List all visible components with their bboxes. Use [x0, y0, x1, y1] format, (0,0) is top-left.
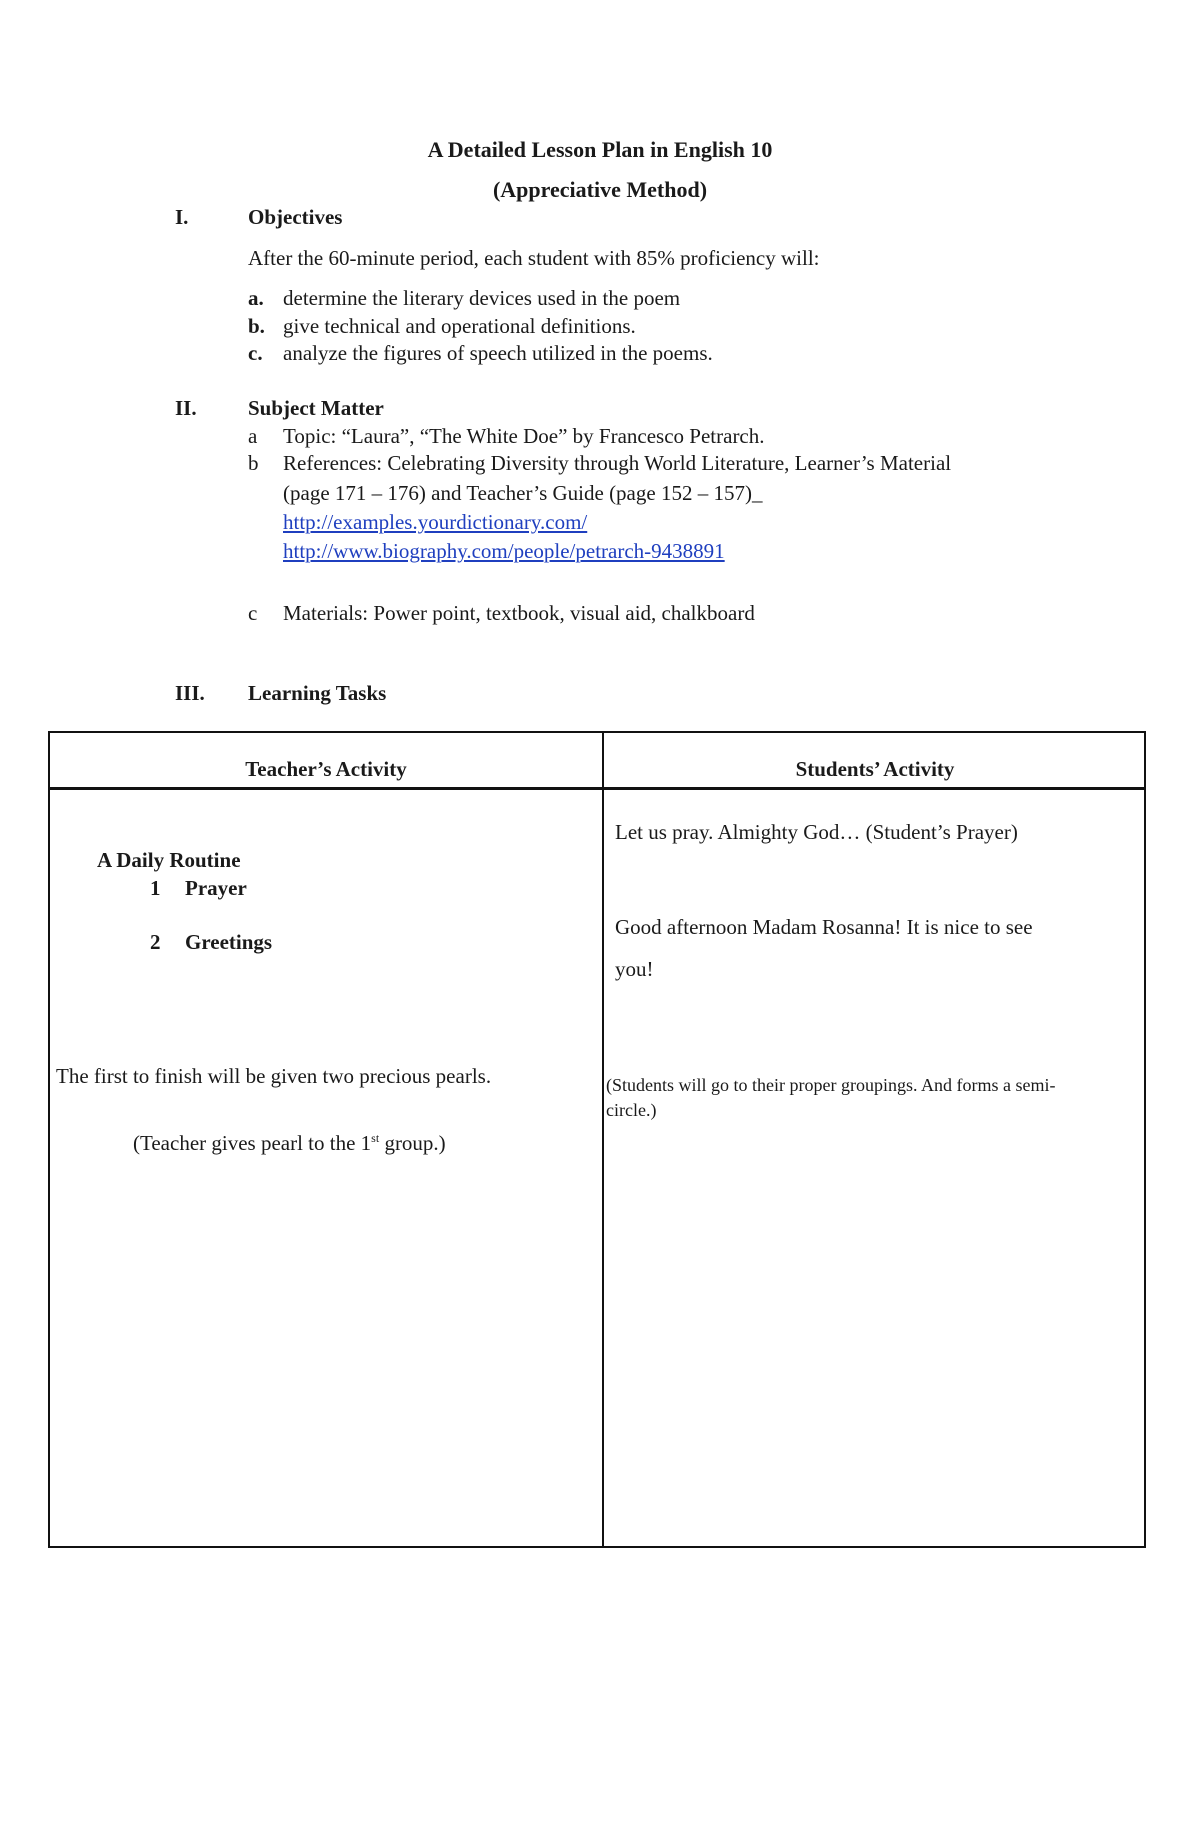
teacher-activity-header: Teacher’s Activity [245, 757, 407, 781]
reference-link-biography[interactable]: http://www.biography.com/people/petrarch-9438891 [283, 539, 725, 563]
section1-numeral: I. [175, 205, 189, 229]
materials-text: Materials: Power point, textbook, visual aid, chalkboard [283, 601, 755, 625]
topic-letter: a [248, 424, 258, 448]
pearl-note-superscript: st [371, 1131, 380, 1145]
references-line2: (page 171 – 176) and Teacher’s Guide (page 152 – 157)_ [283, 481, 763, 505]
section3-numeral: III. [175, 681, 205, 705]
routine-step-number: 1 [150, 876, 161, 900]
student-greeting-line2: you! [615, 957, 654, 981]
objective-letter: c. [248, 341, 263, 365]
pearl-note-end: group.) [379, 1131, 446, 1155]
student-grouping-line1: (Students will go to their proper groupings. And forms a semi- [606, 1075, 1056, 1095]
document-subtitle: (Appreciative Method) [492, 177, 708, 202]
objectives-intro: After the 60-minute period, each student with 85% proficiency will: [248, 246, 820, 270]
student-prayer: Let us pray. Almighty God… (Student’s Prayer) [615, 820, 1018, 844]
student-grouping-line2: circle.) [606, 1100, 657, 1120]
routine-step-number: 2 [150, 930, 161, 954]
learning-tasks-table [48, 731, 1146, 1548]
header-divider [50, 787, 1144, 790]
routine-step-prayer: Prayer [185, 876, 247, 900]
topic-text: Topic: “Laura”, “The White Doe” by Francesco Petrarch. [283, 424, 765, 448]
section1-heading: Objectives [248, 205, 343, 229]
pearl-note-text: (Teacher gives pearl to the 1 [133, 1131, 372, 1155]
materials-letter: c [248, 601, 258, 625]
references-letter: b [248, 451, 259, 475]
objective-letter: b. [248, 314, 265, 338]
reference-link-dictionary[interactable]: http://examples.yourdictionary.com/ [283, 510, 588, 534]
section3-heading: Learning Tasks [248, 681, 387, 705]
section2-heading: Subject Matter [248, 396, 384, 420]
section2-numeral: II. [175, 396, 197, 420]
document-title: A Detailed Lesson Plan in English 10 [427, 137, 773, 162]
students-activity-header: Students’ Activity [795, 757, 955, 781]
objective-item: analyze the figures of speech utilized in the poems. [283, 341, 713, 365]
student-greeting-line1: Good afternoon Madam Rosanna! It is nice to see [615, 915, 1033, 939]
column-divider [602, 733, 604, 1546]
references-line1: References: Celebrating Diversity through World Literature, Learner’s Material [283, 451, 952, 475]
daily-routine-heading: A Daily Routine [97, 848, 241, 872]
pearls-instruction: The first to finish will be given two precious pearls. [56, 1064, 492, 1088]
routine-step-greetings: Greetings [185, 930, 273, 954]
pearl-note [133, 1131, 446, 1156]
objective-letter: a. [248, 286, 264, 310]
objective-item: determine the literary devices used in the poem [283, 286, 681, 310]
objective-item: give technical and operational definitions. [283, 314, 636, 338]
